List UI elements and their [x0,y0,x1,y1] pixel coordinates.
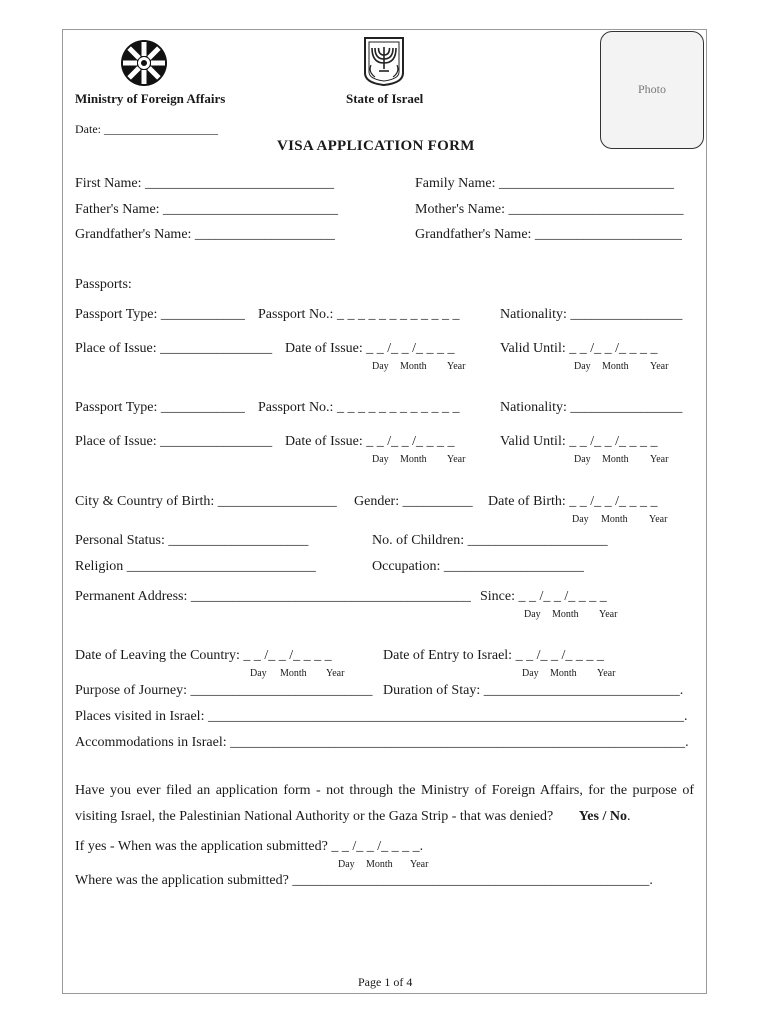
month-label: Month [602,454,629,465]
passport-type-field[interactable]: Passport Type: ____________ [75,400,245,415]
day-label: Day [372,361,389,372]
nationality-field[interactable]: Nationality: ________________ [500,307,683,322]
gender-field[interactable]: Gender: __________ [354,494,473,509]
month-label: Month [280,668,307,679]
denied-application-question: Have you ever filed an application form - not through the Ministry of Foreign Affairs, for the purpose of visiting Israel, the Palestinian National Authority or the Gaza Strip - that was denied? Yes / No. [75,783,694,824]
since-field[interactable]: Since: _ _ /_ _ /_ _ _ _ [480,589,607,604]
place-of-issue-field[interactable]: Place of Issue: ________________ [75,434,273,449]
emblem-icon [362,35,406,87]
day-label: Day [522,668,539,679]
passports-heading: Passports: [75,277,132,292]
date-of-issue-field[interactable]: Date of Issue: _ _ /_ _ /_ _ _ _ [285,341,455,356]
grandfather-name-field[interactable]: Grandfather's Name: ____________________ [75,227,335,242]
accommodations-field[interactable]: Accommodations in Israel: _________________________________________________________________. [75,735,689,750]
month-label: Month [400,454,427,465]
valid-until-field[interactable]: Valid Until: _ _ /_ _ /_ _ _ _ [500,434,658,449]
duration-field[interactable]: Duration of Stay: ____________________________. [383,683,684,698]
day-label: Day [524,609,541,620]
question-text: Have you ever filed an application form - not through the Ministry of Foreign Affairs, for the purpose of visiting Israel, the Palestinian National Authority or the Gaza Strip - that was denied? [75,783,694,824]
ministry-name: Ministry of Foreign Affairs [75,91,226,106]
family-name-field[interactable]: Family Name: _________________________ [415,176,674,191]
places-visited-field[interactable]: Places visited in Israel: ____________________________________________________________________. [75,709,688,724]
month-label: Month [552,609,579,620]
permanent-address-field[interactable]: Permanent Address: ________________________________________ [75,589,471,604]
day-label: Day [338,859,355,870]
month-label: Month [602,361,629,372]
mother-name-field[interactable]: Mother's Name: _________________________ [415,202,684,217]
ministry-logo-icon [119,38,169,88]
birth-place-field[interactable]: City & Country of Birth: _________________ [75,494,337,509]
personal-status-field[interactable]: Personal Status: ____________________ [75,533,309,548]
day-label: Day [250,668,267,679]
purpose-field[interactable]: Purpose of Journey: __________________________ [75,683,373,698]
year-label: Year [447,454,466,465]
page-number: Page 1 of 4 [358,975,413,989]
yes-no-answer[interactable]: Yes / No [578,809,627,824]
month-label: Month [366,859,393,870]
day-label: Day [574,454,591,465]
date-field[interactable]: Date: ___________________ [75,122,218,136]
year-label: Year [326,668,345,679]
day-label: Day [372,454,389,465]
father-name-field[interactable]: Father's Name: _________________________ [75,202,339,217]
year-label: Year [650,454,669,465]
photo-box [600,31,704,149]
date-of-birth-field[interactable]: Date of Birth: _ _ /_ _ /_ _ _ _ [488,494,658,509]
where-submitted-field[interactable]: Where was the application submitted? ___________________________________________________. [75,873,653,888]
year-label: Year [447,361,466,372]
year-label: Year [410,859,429,870]
first-name-field[interactable]: First Name: ___________________________ [75,176,334,191]
occupation-field[interactable]: Occupation: ____________________ [372,559,584,574]
day-label: Day [574,361,591,372]
religion-field[interactable]: Religion ___________________________ [75,559,316,574]
entry-date-field[interactable]: Date of Entry to Israel: _ _ /_ _ /_ _ _ _ [383,648,604,663]
form-title: VISA APPLICATION FORM [277,138,475,154]
state-name: State of Israel [346,91,424,106]
valid-until-field[interactable]: Valid Until: _ _ /_ _ /_ _ _ _ [500,341,658,356]
when-submitted-field[interactable]: If yes - When was the application submitted? _ _ /_ _ /_ _ _ _. [75,839,424,854]
month-label: Month [550,668,577,679]
children-field[interactable]: No. of Children: ____________________ [372,533,608,548]
passport-number-field[interactable]: Passport No.: _ _ _ _ _ _ _ _ _ _ _ _ [258,400,460,415]
date-of-issue-field[interactable]: Date of Issue: _ _ /_ _ /_ _ _ _ [285,434,455,449]
year-label: Year [649,514,668,525]
place-of-issue-field[interactable]: Place of Issue: ________________ [75,341,273,356]
year-label: Year [599,609,618,620]
year-label: Year [597,668,616,679]
year-label: Year [650,361,669,372]
month-label: Month [601,514,628,525]
month-label: Month [400,361,427,372]
grandfather-name-field-2[interactable]: Grandfather's Name: _____________________ [415,227,682,242]
day-label: Day [572,514,589,525]
passport-type-field[interactable]: Passport Type: ____________ [75,307,245,322]
leaving-date-field[interactable]: Date of Leaving the Country: _ _ /_ _ /_ _ _ _ [75,648,332,663]
nationality-field[interactable]: Nationality: ________________ [500,400,683,415]
passport-number-field[interactable]: Passport No.: _ _ _ _ _ _ _ _ _ _ _ _ [258,307,460,322]
photo-label: Photo [637,82,666,96]
